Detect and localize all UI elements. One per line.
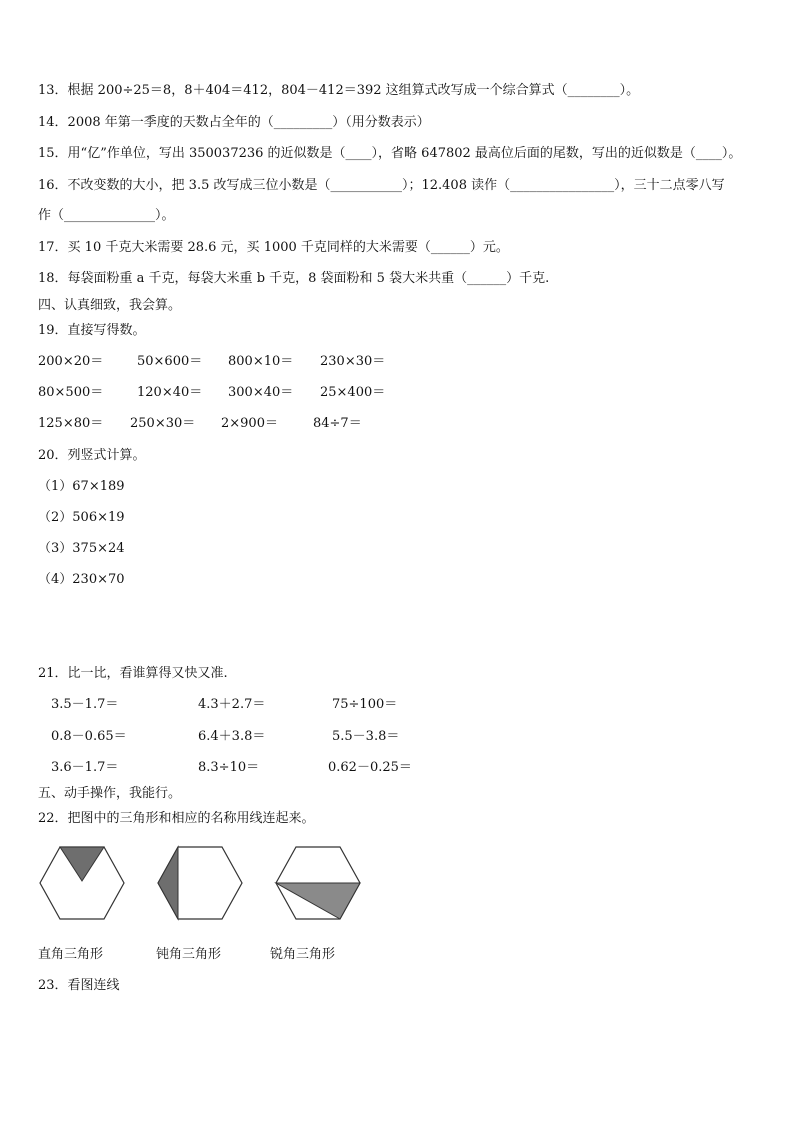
q21-item: 3.6－1.7＝	[51, 760, 119, 775]
q21-item: 75÷100＝	[332, 697, 398, 712]
q17: 17．买 10 千克大米需要 28.6 元，买 1000 千克同样的大米需要（______）元。	[38, 240, 509, 255]
q21-item: 5.5－3.8＝	[332, 729, 400, 744]
q15: 15．用“亿”作单位，写出 350037236 的近似数是（____），省略 647802 最高位后面的尾数，写出的近似数是（____）。	[38, 146, 742, 161]
q18: 18．每袋面粉重 a 千克，每袋大米重 b 千克，8 袋面粉和 5 袋大米共重（______）千克.	[38, 271, 550, 286]
q21: 21．比一比，看谁算得又快又准.	[38, 666, 228, 681]
q19-item: 800×10＝	[228, 354, 294, 369]
section-5-heading: 五、动手操作，我能行。	[38, 786, 182, 801]
q16-line2: 作（______________）。	[38, 208, 175, 223]
q19-item: 2×900＝	[221, 416, 278, 431]
q19-item: 120×40＝	[137, 385, 203, 400]
q20-item: （2）506×19	[38, 510, 125, 525]
q21-item: 0.8－0.65＝	[51, 729, 127, 744]
q22: 22．把图中的三角形和相应的名称用线连起来。	[38, 811, 315, 826]
q20-item: （3）375×24	[38, 541, 125, 556]
hexagon-figure-right-triangle	[38, 845, 126, 921]
q19: 19．直接写得数。	[38, 323, 146, 338]
shaded-triangle	[158, 847, 178, 919]
q19-item: 250×30＝	[130, 416, 196, 431]
hexagon-figure-acute-triangle	[274, 845, 362, 921]
q19-item: 50×600＝	[137, 354, 203, 369]
q21-item: 6.4＋3.8＝	[198, 729, 266, 744]
q14: 14．2008 年第一季度的天数占全年的（_________）（用分数表示）	[38, 115, 430, 130]
q21-item: 3.5－1.7＝	[51, 697, 119, 712]
q20-item: （4）230×70	[38, 572, 125, 587]
q19-item: 84÷7＝	[313, 416, 362, 431]
q19-item: 125×80＝	[38, 416, 104, 431]
q20: 20．列竖式计算。	[38, 448, 146, 463]
label-right-triangle: 直角三角形	[38, 947, 104, 962]
hexagon-figure-obtuse-triangle	[156, 845, 244, 921]
q19-item: 200×20＝	[38, 354, 104, 369]
q21-item: 0.62－0.25＝	[328, 760, 412, 775]
q19-item: 230×30＝	[320, 354, 386, 369]
q23: 23．看图连线	[38, 978, 120, 993]
q21-item: 8.3÷10＝	[198, 760, 260, 775]
label-obtuse-triangle: 钝角三角形	[156, 947, 222, 962]
q19-item: 300×40＝	[228, 385, 294, 400]
q13: 13．根据 200÷25＝8，8＋404＝412，804－412＝392 这组算式改写成一个综合算式（________）。	[38, 83, 640, 98]
q20-item: （1）67×189	[38, 479, 125, 494]
q19-item: 25×400＝	[320, 385, 386, 400]
label-acute-triangle: 锐角三角形	[270, 947, 336, 962]
q16-line1: 16．不改变数的大小，把 3.5 改写成三位小数是（___________）；12.408 读作（________________），三十二点零八写	[38, 178, 725, 193]
q21-item: 4.3＋2.7＝	[198, 697, 266, 712]
section-4-heading: 四、认真细致，我会算。	[38, 298, 182, 313]
q19-item: 80×500＝	[38, 385, 104, 400]
